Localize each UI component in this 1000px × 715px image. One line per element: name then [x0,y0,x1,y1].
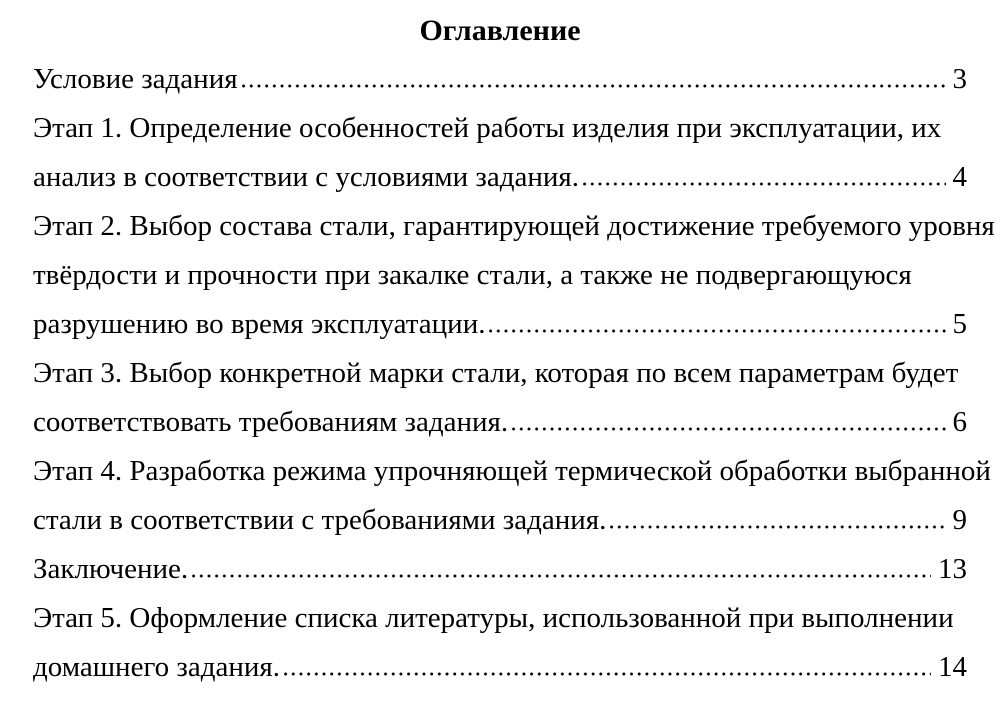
toc-entry-line [33,202,995,251]
toc-entry-line [33,251,967,300]
toc-page-number: 3 [952,63,967,95]
toc-entry-line [33,153,967,202]
dot-leader [610,525,945,529]
toc-page-number: 5 [952,308,967,340]
toc-entry-etap-1[interactable] [33,104,967,202]
toc-entry-line [33,496,967,545]
toc-entry-line [33,300,967,349]
toc-entry-line [33,545,967,594]
toc-entry-text: разрушению во время эксплуатации. [33,308,486,340]
toc-entry-line [33,55,967,104]
toc-entry-etap-2[interactable] [33,202,995,349]
toc-entry-etap-3[interactable] [33,349,967,447]
toc-entry-line [33,398,967,447]
toc-page-number: 6 [952,406,967,438]
toc-entry-text: анализ в соответствии с условиями задания. [33,161,579,193]
toc-entry-line [33,594,967,643]
toc-entry-text: твёрдости и прочности при закалке стали, а также не подвергающуюся [33,259,912,291]
toc-entry-text: Этап 1. Определение особенностей работы изделия при эксплуатации, их [33,112,942,144]
toc-entry-text: домашнего задания. [33,651,280,683]
toc-entry-text: Этап 4. Разработка режима упрочняющей термической обработки выбранной [33,455,991,487]
toc-page-number: 4 [952,161,967,193]
toc-entry-etap-4[interactable] [33,447,991,545]
toc-list [33,55,995,692]
toc-page-number: 9 [952,504,967,536]
dot-leader [284,672,931,676]
toc-entry-text: соответствовать требованиям задания. [33,406,509,438]
toc-entry-zaklyuchenie[interactable] [33,545,967,594]
toc-entry-line [33,643,967,692]
toc-title: Оглавление [419,14,581,47]
toc-entry-line [33,447,991,496]
toc-entry-line [33,349,967,398]
toc-entry-line [33,104,967,153]
toc-entry-text: стали в соответствии с требованиями задания. [33,504,607,536]
dot-leader [489,329,945,333]
toc-entry-text: Условие задания [33,63,238,95]
dot-leader [192,574,931,578]
toc-entry-text: Заключение. [33,553,189,585]
toc-entry-usloviye[interactable] [33,55,967,104]
toc-page-number: 13 [938,553,967,585]
dot-leader [512,427,945,431]
dot-leader [583,182,946,186]
toc-entry-text: Этап 5. Оформление списка литературы, использованной при выполнении [33,602,954,634]
toc-entry-etap-5[interactable] [33,594,967,692]
toc-entry-text: Этап 2. Выбор состава стали, гарантирующей достижение требуемого уровня [33,210,995,242]
dot-leader [242,84,946,88]
toc-page-number: 14 [938,651,967,683]
toc-entry-text: Этап 3. Выбор конкретной марки стали, которая по всем параметрам будет [33,357,959,389]
